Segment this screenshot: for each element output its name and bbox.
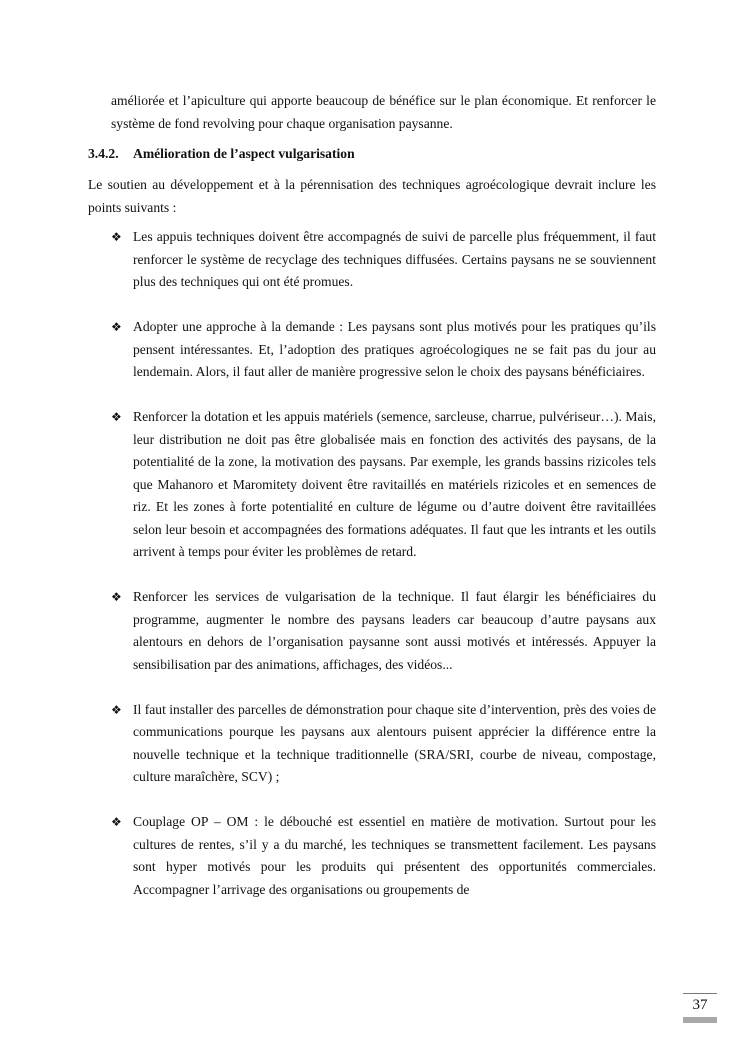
section-heading <box>88 143 355 166</box>
section-title: Amélioration de l’aspect vulgarisation <box>133 146 355 161</box>
list-item-text: Renforcer les services de vulgarisation de la technique. Il faut élargir les bénéficiaires du programme, augmenter le nombre des paysans leaders car beaucoup d’autre paysans aux alentours en dehors de l’organisation paysanne sont aussi motivés et intéressés. Appuyer la sensibilisation par des animations, affichages, des vidéos... <box>133 589 656 672</box>
list-item-text: Renforcer la dotation et les appuis matériels (semence, sarcleuse, charrue, pulvériseur…). Mais, leur distribution ne doit pas être globalisée mais en fonction des activités des paysans, de la potentialité de la zone, la motivation des paysans. Par exemple, les grands bassins rizicoles tels que Mahanoro et Maromitety doivent être ravitaillés en matériels rizicoles et en semences de riz. Et les zones à forte potentialité en culture de légume ou d’autre doivent être ravitaillées selon leur besoin et accompagnées des formations adéquates. Il faut que les intrants et les outils arrivent à temps pour éviter les problèmes de retard. <box>133 409 656 559</box>
page-number-box <box>683 993 717 1023</box>
page-number: 37 <box>692 997 708 1013</box>
list-item-text: Les appuis techniques doivent être accompagnés de suivi de parcelle plus fréquemment, il faut renforcer le système de recyclage des techniques diffusées. Certains paysans ne se souviennent plus des techniques qui ont été promues. <box>133 229 656 289</box>
list-item <box>111 586 656 676</box>
section-number: 3.4.2. <box>88 146 119 161</box>
list-item-text: Couplage OP – OM : le débouché est essentiel en matière de motivation. Surtout pour les cultures de rentes, s’il y a du marché, les techniques se transmettent facilement. Les paysans sont hyper motivés pour les produits qui présentent des opportunités commerciales. Accompagner l’arrivage des organisations ou groupements de <box>133 814 656 897</box>
diamond-bullet-icon: ❖ <box>111 410 122 424</box>
diamond-bullet-icon: ❖ <box>111 815 122 829</box>
list-item <box>111 316 656 384</box>
recommendation-list <box>111 226 656 924</box>
diamond-bullet-icon: ❖ <box>111 702 122 717</box>
page-number-bar <box>683 1017 717 1023</box>
list-item <box>111 226 656 294</box>
list-item-text: Il faut installer des parcelles de démonstration pour chaque site d’intervention, près des voies de communications pourque les paysans aux alentours puisent apprécier la différence entre la nouvelle technique et la technique traditionnelle (SRA/SRI, courbe de niveau, compostage, culture maraîchère, SCV) ; <box>133 701 656 784</box>
diamond-bullet-icon: ❖ <box>111 590 122 604</box>
diamond-bullet-icon: ❖ <box>111 230 122 244</box>
list-item-text: Adopter une approche à la demande : Les paysans sont plus motivés pour les pratiques qu’ils pensent intéressantes. Et, l’adoption des pratiques agroécologiques ne se fait pas du jour au lendemain. Alors, il faut aller de manière progressive selon le choix des paysans bénéficiaires. <box>133 319 656 379</box>
list-item <box>111 699 656 789</box>
continued-paragraph: améliorée et l’apiculture qui apporte beaucoup de bénéfice sur le plan économique. Et renforcer le système de fond revolving pour chaque organisation paysanne. <box>111 93 656 131</box>
list-item <box>111 811 656 901</box>
lead-paragraph: Le soutien au développement et à la pérennisation des techniques agroécologique devrait inclure les points suivants : <box>88 177 656 215</box>
page-number-rule <box>683 993 717 994</box>
diamond-bullet-icon: ❖ <box>111 320 122 334</box>
list-item <box>111 406 656 564</box>
